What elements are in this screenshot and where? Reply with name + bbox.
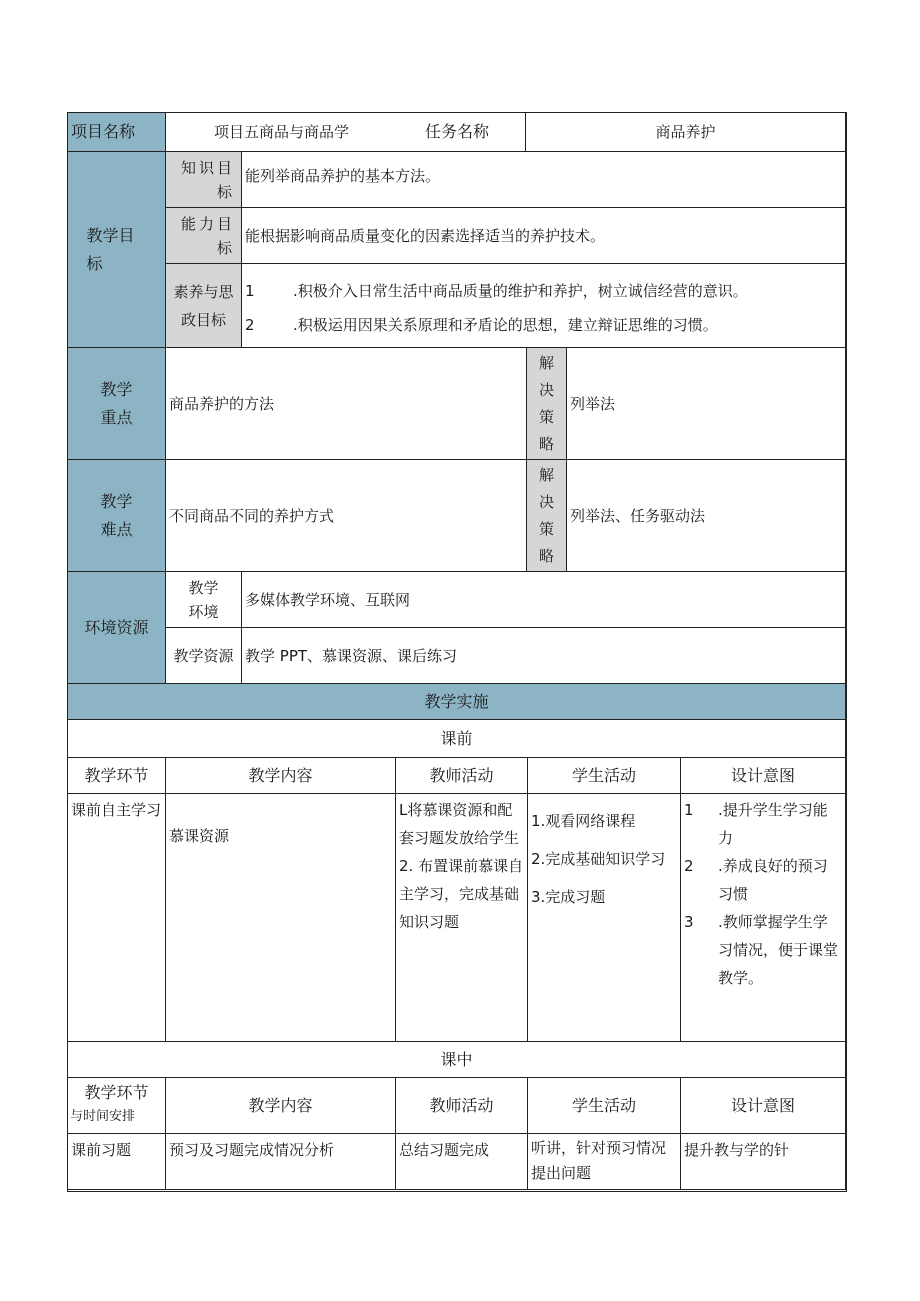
ability-label-text: 能力目标 <box>180 215 235 257</box>
pre-row-teacher <box>396 794 528 1042</box>
literacy-items <box>242 264 846 348</box>
intent-item: 2 .养成良好的预习习惯 <box>684 857 828 903</box>
res-label: 教学资源 <box>166 628 242 684</box>
intent-item: 3 .教师掌握学生学习情况，便于课堂教学。 <box>684 913 839 987</box>
in-col-stage <box>67 1078 166 1134</box>
in-col-stage-sub: 与时间安排 <box>70 1109 136 1124</box>
pre-class-title: 课前 <box>67 720 846 758</box>
ability-label <box>166 208 242 264</box>
intent-item: 1 .提升学生学习能力 <box>684 801 828 847</box>
teacher-step: L将慕课资源和配套习题发放给学生 <box>399 801 520 847</box>
knowledge-label <box>166 152 242 208</box>
resources-label: 环境资源 <box>67 572 166 684</box>
key-point-strategy-label <box>527 348 567 460</box>
pre-row-stage: 课前自主学习 <box>67 794 166 1042</box>
key-point-strategy: 列举法 <box>567 348 846 460</box>
in-col-content: 教学内容 <box>166 1078 396 1134</box>
in-row-content: 预习及习题完成情况分析 <box>166 1134 396 1190</box>
knowledge-text: 能列举商品养护的基本方法。 <box>242 152 846 208</box>
pre-col-intent: 设计意图 <box>681 758 846 794</box>
in-row-student: 听讲，针对预习情况提出问题 <box>528 1134 681 1190</box>
in-col-intent: 设计意图 <box>681 1078 846 1134</box>
difficulty-label <box>67 460 166 572</box>
project-value-text: 项目五商品与商品学 <box>214 123 350 141</box>
difficulty-content: 不同商品不同的养护方式 <box>166 460 527 572</box>
student-step: 3.完成习题 <box>531 888 606 906</box>
env-label <box>166 572 242 628</box>
task-label: 任务名称 <box>425 122 490 141</box>
implementation-title: 教学实施 <box>67 684 846 720</box>
key-point-content: 商品养护的方法 <box>166 348 527 460</box>
student-step: 1.观看网络课程 <box>531 812 636 830</box>
pre-col-stage: 教学环节 <box>67 758 166 794</box>
project-label: 项目名称 <box>67 112 166 152</box>
literacy-label-text: 素养与思政目标 <box>173 282 234 329</box>
key-point-strategy-label-text: 解决策略 <box>538 353 554 453</box>
literacy-item: 1 .积极介入日常生活中商品质量的维护和养护，树立诚信经营的意识。 <box>245 282 748 300</box>
ability-text: 能根据影响商品质量变化的因素选择适当的养护技术。 <box>242 208 846 264</box>
pre-row-intent <box>681 794 846 1042</box>
in-col-student: 学生活动 <box>528 1078 681 1134</box>
teacher-step: 2. 布置课前慕课自主学习，完成基础知识习题 <box>399 857 524 931</box>
student-step: 2.完成基础知识学习 <box>531 850 666 868</box>
project-value <box>166 112 526 152</box>
difficulty-strategy-label <box>527 460 567 572</box>
env-value: 多媒体教学环境、互联网 <box>242 572 846 628</box>
difficulty-strategy-label-text: 解决策略 <box>538 465 554 565</box>
task-value: 商品养护 <box>526 112 846 152</box>
in-col-stage-text: 教学环节 <box>84 1083 149 1102</box>
env-label-text: 教学环境 <box>188 578 219 621</box>
res-value: 教学 PPT、慕课资源、课后练习 <box>242 628 846 684</box>
pre-col-content: 教学内容 <box>166 758 396 794</box>
in-row-intent: 提升教与学的针 <box>681 1134 846 1190</box>
key-point-label <box>67 348 166 460</box>
literacy-label <box>166 264 242 348</box>
in-col-teacher: 教师活动 <box>396 1078 528 1134</box>
pre-col-teacher: 教师活动 <box>396 758 528 794</box>
pre-row-content: 慕课资源 <box>166 794 396 1042</box>
pre-row-student <box>528 794 681 1042</box>
objectives-label <box>67 152 166 348</box>
literacy-item: 2 .积极运用因果关系原理和矛盾论的思想，建立辩证思维的习惯。 <box>245 316 718 334</box>
difficulty-strategy: 列举法、任务驱动法 <box>567 460 846 572</box>
in-class-title: 课中 <box>67 1042 846 1078</box>
in-row-teacher: 总结习题完成 <box>396 1134 528 1190</box>
knowledge-label-text: 知识目标 <box>180 159 235 201</box>
key-point-label-text: 教学重点 <box>100 379 133 427</box>
objectives-label-text: 教学目标 <box>86 225 135 273</box>
in-row-stage: 课前习题 <box>67 1134 166 1190</box>
pre-col-student: 学生活动 <box>528 758 681 794</box>
difficulty-label-text: 教学难点 <box>100 491 133 539</box>
